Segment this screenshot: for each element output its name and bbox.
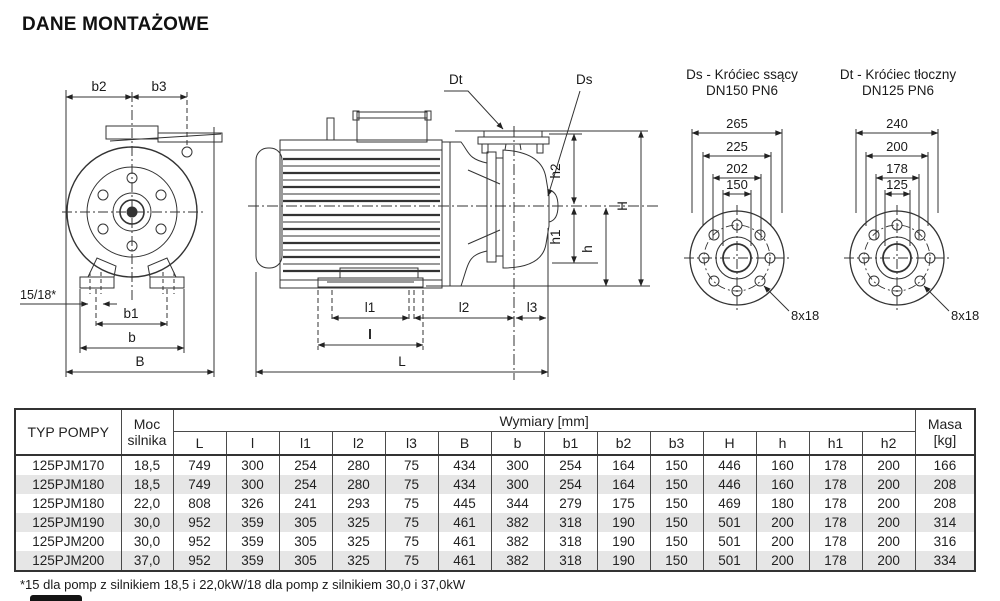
flange-dt-bolt-label: 8x18: [951, 308, 980, 323]
table-row: [15, 513, 975, 532]
table-cell: 37,0: [121, 551, 173, 571]
table-cell: 325: [332, 532, 385, 551]
table-cell: 254: [279, 455, 332, 475]
dim-label-B: B: [135, 354, 145, 369]
table-cell: 190: [597, 551, 650, 571]
table-cell: 952: [173, 551, 226, 571]
table-cell: 190: [597, 513, 650, 532]
table-cell: 325: [332, 513, 385, 532]
table-cell: 446: [703, 475, 756, 494]
table-cell: 75: [385, 475, 438, 494]
dim-label-b2: b2: [91, 79, 107, 94]
table-cell: 359: [226, 551, 279, 571]
table-row: [15, 532, 975, 551]
dim-label-b: b: [128, 330, 136, 345]
table-cell: 316: [915, 532, 975, 551]
dim-label-h1: h1: [548, 229, 563, 245]
col-header-mass: Masa [kg]: [915, 409, 975, 455]
table-cell: 200: [862, 455, 915, 475]
table-cell: 305: [279, 532, 332, 551]
table-cell: 166: [915, 455, 975, 475]
cell-pump-type: 125PJM180: [15, 494, 121, 513]
dim-col-header: l: [226, 432, 279, 456]
flange-dt-title: Dt - Króćiec tłoczny: [839, 67, 957, 82]
dim-col-header: h: [756, 432, 809, 456]
page-edge-artifact: [30, 595, 82, 601]
table-cell: 382: [491, 532, 544, 551]
table-cell: 305: [279, 513, 332, 532]
dim-col-header: h1: [809, 432, 862, 456]
table-cell: 300: [491, 455, 544, 475]
dim-col-header: l1: [279, 432, 332, 456]
table-row: [15, 475, 975, 494]
table-cell: 178: [809, 551, 862, 571]
dim-label-H: H: [615, 201, 630, 211]
table-cell: 150: [650, 513, 703, 532]
table-cell: 318: [544, 551, 597, 571]
table-cell: 178: [809, 532, 862, 551]
table-cell: 160: [756, 475, 809, 494]
table-cell: 178: [809, 455, 862, 475]
table-cell: 326: [226, 494, 279, 513]
table-cell: 200: [862, 532, 915, 551]
dim-label-b1: b1: [123, 306, 139, 321]
table-cell: 318: [544, 513, 597, 532]
page-title: DANE MONTAŻOWE: [22, 14, 210, 35]
table-row: [15, 455, 975, 475]
port-label-Dt: Dt: [449, 72, 463, 87]
col-header-dimensions: Wymiary [mm]: [173, 409, 915, 432]
table-cell: 150: [650, 475, 703, 494]
dim-label-l3: l3: [526, 300, 538, 315]
table-row: [15, 494, 975, 513]
flange-ds-subtitle: DN150 PN6: [705, 83, 779, 98]
dim-col-header: h2: [862, 432, 915, 456]
table-cell: 208: [915, 475, 975, 494]
table-cell: 300: [226, 475, 279, 494]
table-cell: 175: [597, 494, 650, 513]
dim-label-L: L: [398, 354, 406, 369]
flange-ds-bolt-label: 8x18: [791, 308, 820, 323]
table-cell: 200: [862, 494, 915, 513]
table-cell: 749: [173, 475, 226, 494]
table-cell: 952: [173, 513, 226, 532]
table-cell: 30,0: [121, 513, 173, 532]
table-cell: 300: [226, 455, 279, 475]
table-cell: 150: [650, 532, 703, 551]
flange-ds-dim-bore: 150: [726, 177, 748, 192]
dim-label-l2: l2: [458, 300, 470, 315]
table-cell: 18,5: [121, 455, 173, 475]
table-cell: 18,5: [121, 475, 173, 494]
table-cell: 208: [915, 494, 975, 513]
table-cell: 279: [544, 494, 597, 513]
table-cell: 200: [756, 513, 809, 532]
table-cell: 461: [438, 532, 491, 551]
dim-label-b3: b3: [151, 79, 167, 94]
table-cell: 75: [385, 513, 438, 532]
table-cell: 180: [756, 494, 809, 513]
flange-dt-dim-od: 240: [886, 116, 908, 131]
table-cell: 501: [703, 513, 756, 532]
cell-pump-type: 125PJM180: [15, 475, 121, 494]
dim-col-header: b2: [597, 432, 650, 456]
table-cell: 200: [756, 551, 809, 571]
table-cell: 318: [544, 532, 597, 551]
dim-col-header: b3: [650, 432, 703, 456]
pump-front-view: [20, 90, 222, 377]
dim-col-header: b: [491, 432, 544, 456]
cell-pump-type: 125PJM200: [15, 551, 121, 571]
table-cell: 334: [915, 551, 975, 571]
col-header-motor-power: Moc silnika: [121, 409, 173, 455]
col-header-pump-type: TYP POMPY: [15, 409, 121, 455]
table-cell: 75: [385, 551, 438, 571]
cell-pump-type: 125PJM200: [15, 532, 121, 551]
table-cell: 164: [597, 475, 650, 494]
dim-label-l: l: [368, 327, 372, 342]
table-cell: 305: [279, 551, 332, 571]
table-cell: 150: [650, 551, 703, 571]
dim-col-header: H: [703, 432, 756, 456]
table-cell: 382: [491, 513, 544, 532]
table-cell: 445: [438, 494, 491, 513]
dim-col-header: b1: [544, 432, 597, 456]
port-label-Ds: Ds: [576, 72, 593, 87]
flange-ds-dim-face: 202: [726, 161, 748, 176]
table-cell: 469: [703, 494, 756, 513]
table-cell: 164: [597, 455, 650, 475]
flange-dt-dim-bolt-circle: 200: [886, 139, 908, 154]
dim-col-header: l3: [385, 432, 438, 456]
table-cell: 300: [491, 475, 544, 494]
table-cell: 150: [650, 494, 703, 513]
dim-col-header: L: [173, 432, 226, 456]
table-cell: 22,0: [121, 494, 173, 513]
table-cell: 952: [173, 532, 226, 551]
table-cell: 200: [862, 513, 915, 532]
table-cell: 178: [809, 513, 862, 532]
table-cell: 749: [173, 455, 226, 475]
table-cell: 75: [385, 494, 438, 513]
table-cell: 254: [279, 475, 332, 494]
table-cell: 325: [332, 551, 385, 571]
table-cell: 501: [703, 532, 756, 551]
table-cell: 190: [597, 532, 650, 551]
table-cell: 280: [332, 455, 385, 475]
table-cell: 178: [809, 494, 862, 513]
cell-pump-type: 125PJM170: [15, 455, 121, 475]
flange-ds-title: Ds - Króćiec ssący: [686, 67, 798, 82]
table-cell: 314: [915, 513, 975, 532]
dim-col-header: l2: [332, 432, 385, 456]
dim-label-l1: l1: [364, 300, 376, 315]
table-cell: 200: [756, 532, 809, 551]
flange-ds-dim-od: 265: [726, 116, 748, 131]
dimension-table: [14, 408, 976, 572]
table-cell: 293: [332, 494, 385, 513]
dim-label-h2: h2: [548, 163, 563, 179]
table-cell: 30,0: [121, 532, 173, 551]
table-cell: 150: [650, 455, 703, 475]
table-cell: 241: [279, 494, 332, 513]
table-cell: 501: [703, 551, 756, 571]
footnote: *15 dla pomp z silnikiem 18,5 i 22,0kW/18 dla pomp z silnikiem 30,0 i 37,0kW: [20, 577, 466, 592]
table-cell: 178: [809, 475, 862, 494]
table-cell: 254: [544, 475, 597, 494]
flange-ds-dim-bolt-circle: 225: [726, 139, 748, 154]
table-cell: 280: [332, 475, 385, 494]
table-cell: 461: [438, 513, 491, 532]
table-cell: 200: [862, 475, 915, 494]
table-body: [15, 455, 975, 571]
table-cell: 200: [862, 551, 915, 571]
table-cell: 434: [438, 455, 491, 475]
table-cell: 344: [491, 494, 544, 513]
table-cell: 382: [491, 551, 544, 571]
table-cell: 359: [226, 513, 279, 532]
table-row: [15, 551, 975, 571]
flange-dt-dim-bore: 125: [886, 177, 908, 192]
cell-pump-type: 125PJM190: [15, 513, 121, 532]
flange-dt-subtitle: DN125 PN6: [861, 83, 935, 98]
table-cell: 160: [756, 455, 809, 475]
pump-side-view: [248, 91, 658, 380]
table-cell: 75: [385, 532, 438, 551]
table-cell: 808: [173, 494, 226, 513]
table-cell: 461: [438, 551, 491, 571]
flange-dt-dim-face: 178: [886, 161, 908, 176]
table-cell: 359: [226, 532, 279, 551]
table-cell: 254: [544, 455, 597, 475]
flange-view-ds: [684, 129, 790, 311]
table-cell: 446: [703, 455, 756, 475]
flange-view-dt: [844, 129, 950, 311]
dim-label-slot: 15/18*: [20, 288, 57, 302]
dim-label-h: h: [580, 245, 595, 253]
table-cell: 434: [438, 475, 491, 494]
table-cell: 75: [385, 455, 438, 475]
dim-col-header: B: [438, 432, 491, 456]
